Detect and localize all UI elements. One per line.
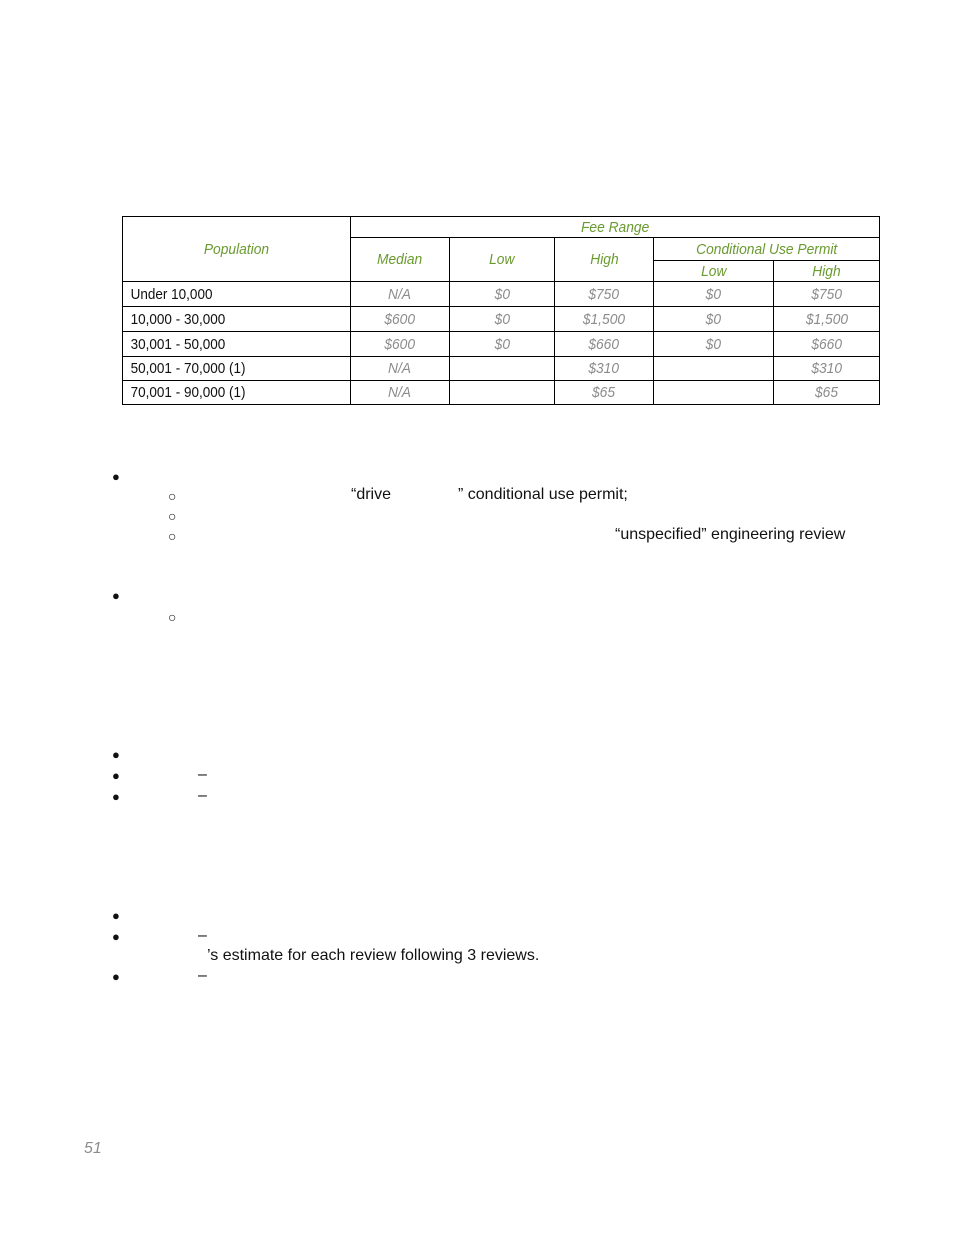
page-number: 51 xyxy=(84,1140,102,1157)
header-cup-high: High xyxy=(774,261,880,282)
low-cell xyxy=(450,357,555,381)
bullet-marker: ● xyxy=(112,789,120,804)
header-high: High xyxy=(555,238,654,282)
low-cell xyxy=(450,381,555,405)
bullet-marker: ● xyxy=(112,768,120,783)
cup-low-cell: $0 xyxy=(654,332,774,357)
header-median: Median xyxy=(351,238,450,282)
population-cell: 50,001 - 70,000 (1) xyxy=(123,357,328,381)
median-cell: $600 xyxy=(351,332,450,357)
bullet-marker: ● xyxy=(112,908,120,923)
dash-text: – xyxy=(198,927,207,944)
sub-bullet-marker: ○ xyxy=(168,508,177,524)
cup-low-cell xyxy=(654,357,774,381)
bullet-marker: ● xyxy=(112,469,120,484)
conditional-use-permit-text: ” conditional use permit; xyxy=(458,486,628,503)
low-cell: $0 xyxy=(450,307,555,332)
cup-high-cell: $660 xyxy=(774,332,880,357)
dash-text: – xyxy=(198,787,207,804)
population-cell: 70,001 - 90,000 (1) xyxy=(123,381,328,405)
cup-high-cell: $310 xyxy=(774,357,880,381)
table-row xyxy=(123,282,880,307)
sub-bullet-marker: ○ xyxy=(168,528,177,544)
median-cell: $600 xyxy=(351,307,450,332)
cup-low-cell xyxy=(654,381,774,405)
cup-high-cell: $65 xyxy=(774,381,880,405)
high-cell: $1,500 xyxy=(555,307,654,332)
median-cell: N/A xyxy=(351,381,450,405)
dash-text: – xyxy=(198,967,207,984)
population-cell: Under 10,000 xyxy=(123,282,328,307)
low-cell: $0 xyxy=(450,332,555,357)
bullet-marker: ● xyxy=(112,747,120,762)
cup-low-cell: $0 xyxy=(654,282,774,307)
table-row xyxy=(123,357,880,381)
estimate-text: ’s estimate for each review following 3 reviews. xyxy=(207,947,540,964)
bullet-marker: ● xyxy=(112,588,120,603)
unspecified-review-text: “unspecified” engineering review xyxy=(615,526,846,543)
header-conditional-use-permit: Conditional Use Permit xyxy=(654,238,880,261)
cup-low-cell: $0 xyxy=(654,307,774,332)
drive-text: “drive xyxy=(351,486,392,503)
table-row xyxy=(123,381,880,405)
median-cell: N/A xyxy=(351,357,450,381)
high-cell: $65 xyxy=(555,381,654,405)
table-row xyxy=(123,307,880,332)
header-fee-range: Fee Range xyxy=(351,217,880,238)
sub-bullet-marker: ○ xyxy=(168,609,177,625)
header-low: Low xyxy=(450,238,555,282)
sub-bullet-marker: ○ xyxy=(168,488,177,504)
table-row xyxy=(123,332,880,357)
header-population: Population xyxy=(123,217,351,282)
bullet-marker: ● xyxy=(112,929,120,944)
population-cell: 30,001 - 50,000 xyxy=(123,332,328,357)
bullet-marker: ● xyxy=(112,969,120,984)
high-cell: $310 xyxy=(555,357,654,381)
high-cell: $660 xyxy=(555,332,654,357)
dash-text: – xyxy=(198,766,207,783)
low-cell: $0 xyxy=(450,282,555,307)
cup-high-cell: $750 xyxy=(774,282,880,307)
median-cell: N/A xyxy=(351,282,450,307)
cup-high-cell: $1,500 xyxy=(774,307,880,332)
high-cell: $750 xyxy=(555,282,654,307)
population-cell: 10,000 - 30,000 xyxy=(123,307,328,332)
header-cup-low: Low xyxy=(654,261,774,282)
fee-range-table xyxy=(122,216,880,405)
